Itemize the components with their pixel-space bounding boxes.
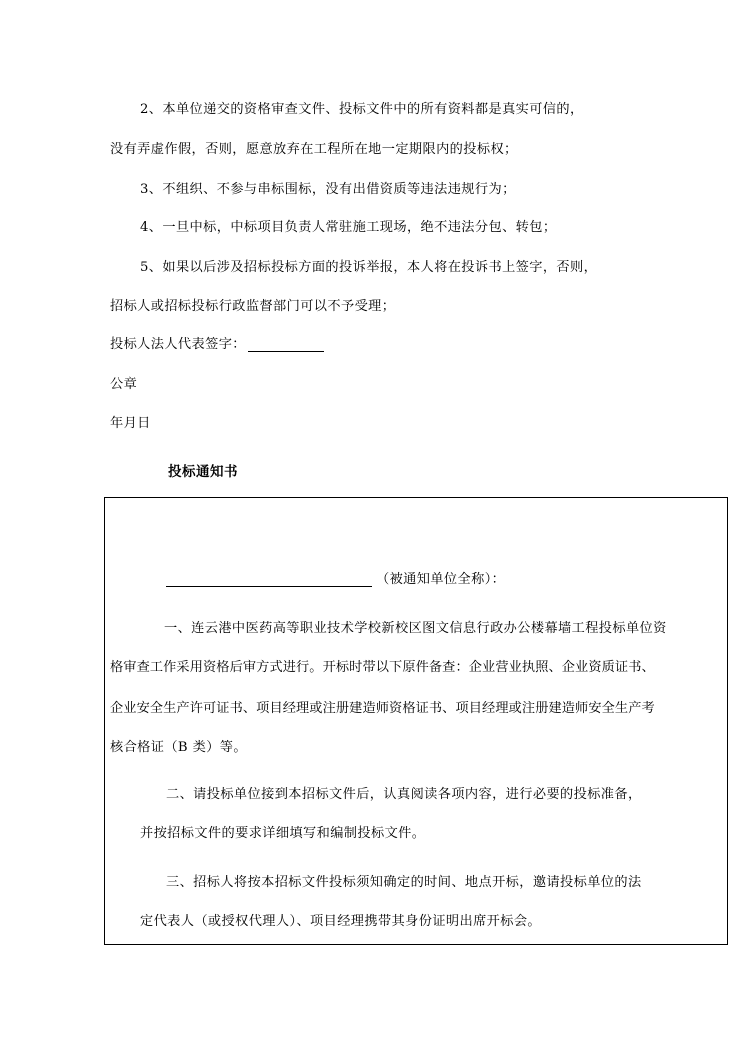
addressee-blank[interactable] <box>166 570 372 587</box>
item4: 4、一旦中标，中标项目负责人常驻施工现场，绝不违法分包、转包； <box>140 220 557 235</box>
para1-line2: 格审查工作采用资格后审方式进行。开标时带以下原件备查：企业营业执照、企业资质证书、 <box>110 660 655 675</box>
date-label: 年月日 <box>110 416 151 431</box>
addressee-row <box>166 568 505 587</box>
signature-label: 投标人法人代表签字： <box>110 337 246 352</box>
item5-line1: 5、如果以后涉及招标投标方面的投诉举报，本人将在投诉书上签字，否则， <box>140 260 598 275</box>
item2-line1: 2、本单位递交的资格审查文件、投标文件中的所有资料都是真实可信的， <box>140 102 584 117</box>
para3-line1: 三、招标人将按本招标文件投标须知确定的时间、地点开标，邀请投标单位的法 <box>166 875 642 890</box>
notice-title: 投标通知书 <box>168 464 238 480</box>
signature-blank[interactable] <box>248 337 324 352</box>
para1-line4: 核合格证（B 类）等。 <box>110 740 247 755</box>
para1-line3: 企业安全生产许可证书、项目经理或注册建造师资格证书、项目经理或注册建造师安全生产考 <box>110 701 655 716</box>
para2-line1: 二、请投标单位接到本招标文件后，认真阅读各项内容，进行必要的投标准备， <box>166 787 642 802</box>
signature-row <box>110 333 324 352</box>
item3: 3、不组织、不参与串标围标，没有出借资质等违法违规行为； <box>140 182 516 197</box>
addressee-suffix: （被通知单位全称）： <box>376 572 506 587</box>
seal-label: 公章 <box>110 377 138 392</box>
para2-line2: 并按招标文件的要求详细填写和编制投标文件。 <box>140 826 426 841</box>
item5-line2: 招标人或招标投标行政监督部门可以不予受理； <box>110 299 396 314</box>
para3-line2: 定代表人（或授权代理人）、项目经理携带其身份证明出席开标会。 <box>140 914 542 929</box>
para1-line1: 一、连云港中医药高等职业技术学校新校区图文信息行政办公楼幕墙工程投标单位资 <box>164 621 667 636</box>
item2-line2: 没有弄虚作假，否则，愿意放弃在工程所在地一定期限内的投标权； <box>110 142 518 157</box>
